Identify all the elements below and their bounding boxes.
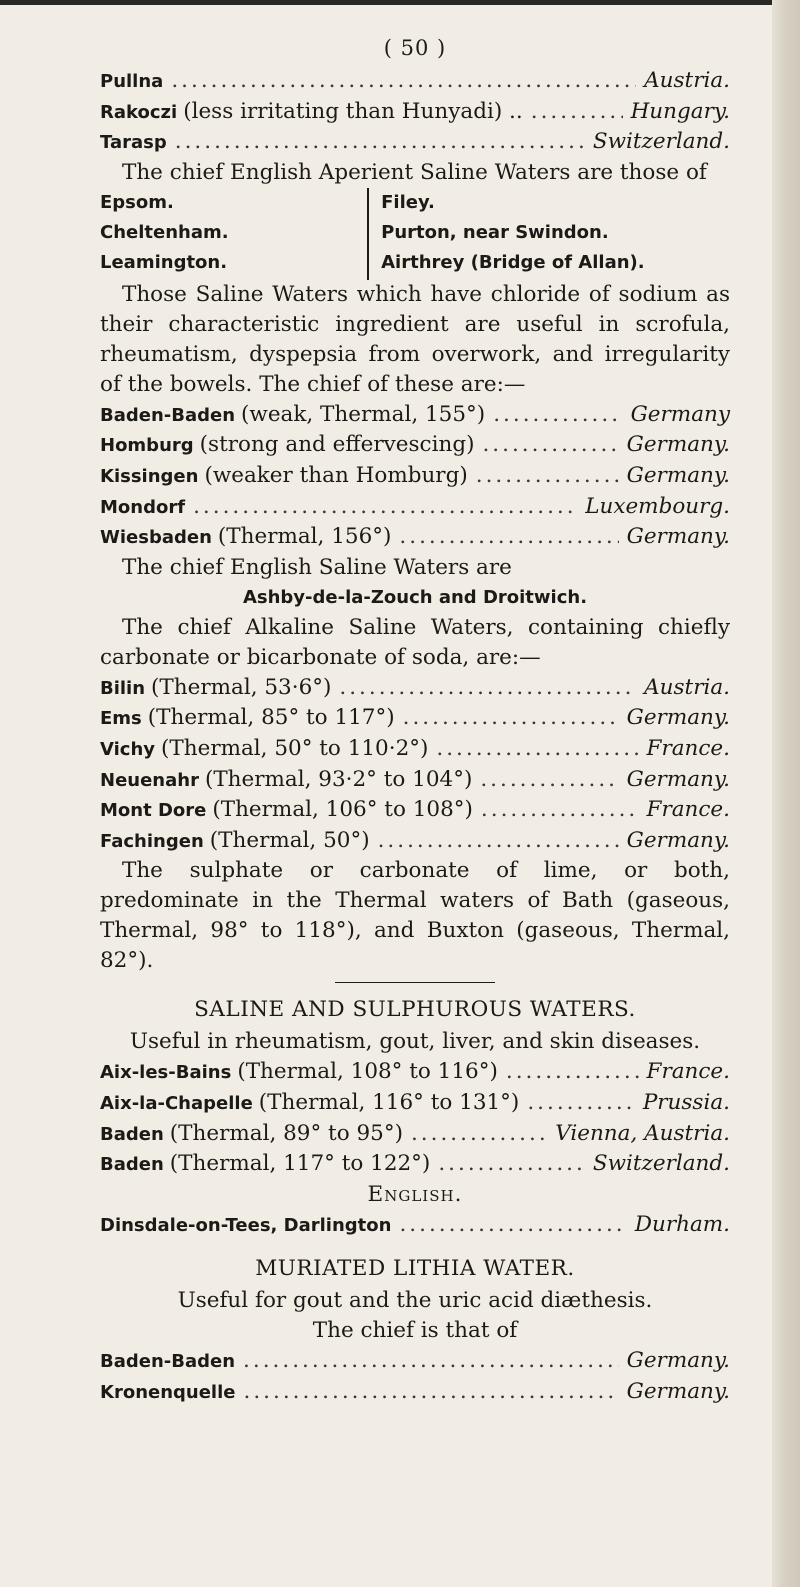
spa-name: Aix-les-Bains — [100, 1062, 232, 1084]
spa-note: (Thermal, 117° to 122°) — [169, 1151, 431, 1177]
spa-note: (Thermal, 85° to 117°) — [147, 705, 395, 731]
spa-name: Baden — [100, 1123, 164, 1145]
spa-country: France. — [646, 1059, 730, 1085]
spa-country: France. — [646, 797, 730, 823]
aperient-water-name: Epsom. — [100, 191, 174, 213]
spa-name: Homburg — [100, 435, 194, 457]
spa-country: Vienna, Austria. — [555, 1120, 730, 1146]
list-item — [100, 492, 730, 523]
spa-note: (Thermal, 156°) — [217, 524, 392, 550]
list-chloride-waters — [100, 400, 730, 553]
leader-dots — [481, 795, 639, 825]
leader-dots — [399, 522, 618, 552]
list-item — [100, 97, 730, 128]
leader-dots — [403, 703, 619, 733]
spa-name: Fachingen — [100, 830, 204, 852]
leader-dots — [378, 826, 619, 856]
spa-note: (Thermal, 106° to 108°) — [212, 797, 473, 823]
list-item — [100, 765, 730, 796]
list-item — [100, 826, 730, 857]
spa-name: Mont Dore — [100, 800, 207, 822]
list-alkaline-waters — [100, 673, 730, 857]
spa-country: Germany. — [626, 827, 730, 853]
spa-note: (weaker than Homburg) — [204, 462, 468, 488]
aperient-water-name: Leamington. — [100, 251, 228, 273]
leader-dots — [243, 1346, 619, 1376]
section-intro-lithia: Useful for gout and the uric acid diæthesis. — [177, 1288, 653, 1314]
spa-name: Kronenquelle — [100, 1381, 236, 1403]
spa-country: Germany. — [626, 1348, 730, 1374]
list-item — [100, 461, 730, 492]
top-border — [0, 0, 800, 5]
list-item — [100, 66, 730, 97]
spa-note: (Thermal, 108° to 116°) — [237, 1059, 498, 1085]
spa-note: (less irritating than Hunyadi) .. — [183, 98, 523, 124]
spa-name: Vichy — [100, 738, 156, 760]
spa-country: Austria. — [644, 674, 730, 700]
leader-dots — [436, 734, 638, 764]
divider — [335, 982, 495, 983]
spa-country: Austria. — [644, 68, 730, 93]
list-item — [100, 1119, 730, 1150]
section-sub-lithia: The chief is that of — [312, 1318, 518, 1344]
spa-name: Wiesbaden — [100, 527, 212, 549]
list-item — [100, 1210, 730, 1241]
aperient-water-name: Airthrey (Bridge of Allan). — [381, 251, 645, 273]
spa-note: (Thermal, 116° to 131°) — [258, 1089, 520, 1115]
spa-country: Switzerland. — [592, 129, 730, 155]
section-heading-lithia: MURIATED LITHIA WATER. — [255, 1256, 575, 1282]
list-item — [100, 703, 730, 734]
english-saline-intro: The chief English Saline Waters are — [122, 554, 512, 580]
spa-country: France. — [646, 735, 730, 761]
spa-country: Germany. — [626, 705, 730, 731]
spa-name: Bilin — [100, 677, 146, 699]
spa-country: Durham. — [634, 1211, 730, 1237]
spa-name: Baden-Baden — [100, 404, 236, 426]
list-item — [100, 400, 730, 431]
spa-name: Neuenahr — [100, 769, 199, 791]
leader-dots — [527, 1088, 634, 1118]
aperient-waters — [100, 188, 730, 280]
leader-dots — [339, 673, 636, 703]
spa-name: Mondorf — [100, 496, 186, 518]
aperient-intro: The chief English Aperient Saline Waters are those of — [122, 159, 707, 185]
list-lithia-waters — [100, 1346, 730, 1407]
leader-dots — [171, 66, 636, 96]
leader-dots — [193, 492, 577, 522]
spa-name: Aix-la-Chapelle — [100, 1092, 253, 1114]
page-edge — [772, 0, 800, 1587]
spa-country: Germany. — [626, 524, 730, 550]
aperient-water-name: Cheltenham. — [100, 221, 229, 243]
english-label: English. — [367, 1181, 463, 1207]
leader-dots — [411, 1119, 547, 1149]
list-item — [100, 673, 730, 704]
section-heading-saline-sulphurous: SALINE AND SULPHUROUS WATERS. — [194, 997, 636, 1023]
leader-dots — [438, 1149, 585, 1179]
spa-note: (weak, Thermal, 155°) — [241, 401, 486, 427]
list-item — [100, 1377, 730, 1408]
saline-intro: Those Saline Waters which have chloride of sodium as their characteristic ingredient are useful in scrofula, rheumatism, dyspepsia from overwork, and irregularity of the bowels. The chief of these are:— — [100, 281, 730, 397]
spa-name: Baden — [100, 1154, 164, 1176]
list-item — [100, 795, 730, 826]
leader-dots — [482, 430, 618, 460]
spa-name: Ems — [100, 708, 142, 730]
leader-dots — [175, 127, 585, 157]
spa-country: Luxembourg. — [585, 493, 730, 519]
spa-note: (strong and effervescing) — [199, 432, 475, 458]
leader-dots — [531, 97, 623, 127]
aperient-left-column — [100, 188, 367, 280]
spa-country: Germany — [630, 401, 730, 427]
aperient-water-name: Filey. — [381, 191, 435, 213]
spa-name: Tarasp — [100, 132, 167, 154]
list-item — [100, 127, 730, 158]
list-austria-hungary — [100, 66, 730, 158]
spa-country: Prussia. — [642, 1089, 730, 1115]
leader-dots — [243, 1377, 618, 1407]
spa-country: Germany. — [626, 432, 730, 458]
list-item — [100, 1346, 730, 1377]
spa-country: Germany. — [626, 1378, 730, 1404]
spa-country: Hungary. — [630, 98, 730, 124]
spa-country: Switzerland. — [592, 1151, 730, 1177]
aperient-right-column — [367, 188, 730, 280]
page-number: ( 50 ) — [383, 36, 447, 60]
leader-dots — [506, 1057, 639, 1087]
spa-name: Kissingen — [100, 465, 199, 487]
spa-note: (Thermal, 89° to 95°) — [169, 1120, 403, 1146]
list-sulphurous-waters — [100, 1057, 730, 1179]
spa-note: (Thermal, 53·6°) — [151, 674, 332, 700]
leader-dots — [493, 400, 622, 430]
sulphate-paragraph: The sulphate or carbonate of lime, or both, predominate in the Thermal waters of Bath (gaseous, Thermal, 98° to 118°), and Buxton (gaseous, Thermal, 82°). — [100, 858, 730, 974]
spa-name: Pullna — [100, 71, 164, 92]
list-item — [100, 430, 730, 461]
spa-country: Germany. — [626, 462, 730, 488]
list-item — [100, 734, 730, 765]
spa-note: (Thermal, 50°) — [209, 827, 370, 853]
aperient-water-name: Purton, near Swindon. — [381, 221, 609, 243]
alkaline-intro: The chief Alkaline Saline Waters, containing chiefly carbonate or bicarbonate of soda, are:— — [100, 614, 730, 670]
spa-note: (Thermal, 50° to 110·2°) — [161, 735, 429, 761]
list-item — [100, 1088, 730, 1119]
leader-dots — [480, 765, 618, 795]
list-english-sulphurous — [100, 1210, 730, 1241]
spa-name: Dinsdale-on-Tees, Darlington — [100, 1214, 392, 1236]
spa-country: Germany. — [626, 766, 730, 792]
page — [100, 30, 730, 1407]
spa-name: Rakoczi — [100, 101, 178, 123]
english-saline-names: Ashby-de-la-Zouch and Droitwich. — [242, 586, 588, 608]
spa-name: Baden-Baden — [100, 1351, 236, 1373]
spa-note: (Thermal, 93·2° to 104°) — [204, 766, 473, 792]
list-item — [100, 1149, 730, 1180]
leader-dots — [399, 1210, 626, 1240]
section-intro-saline-sulphurous: Useful in rheumatism, gout, liver, and skin diseases. — [129, 1029, 701, 1055]
list-item — [100, 1057, 730, 1088]
list-item — [100, 522, 730, 553]
leader-dots — [476, 461, 619, 491]
